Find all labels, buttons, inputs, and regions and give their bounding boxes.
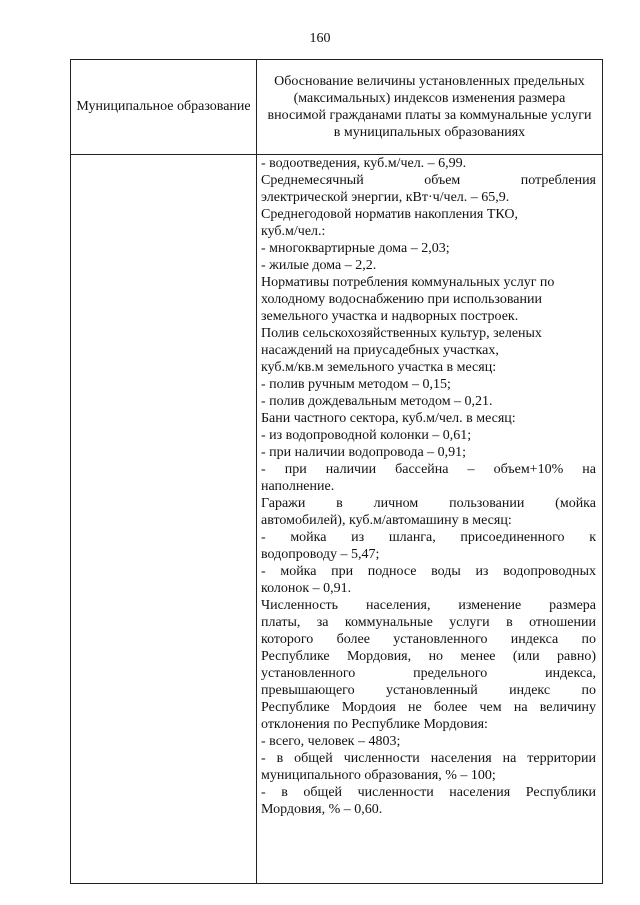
text-line: Нормативы потребления коммунальных услуг по	[261, 275, 555, 290]
text-line: насаждений на приусадебных участках,	[261, 343, 499, 358]
text-line: водопроводу – 5,47;	[261, 547, 380, 562]
text-line: земельного участка и надворных построек.	[261, 309, 519, 324]
text-line: - в общей численности населения Республики	[261, 785, 596, 800]
text-line: - многоквартирные дома – 2,03;	[261, 241, 450, 256]
text-line: - полив ручным методом – 0,15;	[261, 377, 451, 392]
text-line: Бани частного сектора, куб.м/чел. в месяц:	[261, 411, 516, 426]
text-line: Гаражи в личном пользовании (мойка	[261, 496, 596, 511]
text-line: Республике Мордовия, но менее (или равно)	[261, 649, 596, 664]
text-line: - при наличии бассейна – объем+10% на	[261, 462, 596, 477]
text-line: - в общей численности населения на территории	[261, 751, 596, 766]
header-justification: Обоснование величины установленных предельных (максимальных) индексов изменения размера вносимой гражданами платы за коммунальные услуги в муниципальных образованиях	[257, 60, 603, 155]
table-body-row	[71, 155, 603, 884]
text-line: Республике Мордоия не более чем на величину	[261, 700, 596, 715]
text-line: муниципального образования, % – 100;	[261, 768, 496, 783]
body-municipality-cell	[71, 155, 257, 884]
text-line: платы, за коммунальные услуги в отношении	[261, 615, 596, 630]
index-justification-table	[70, 59, 603, 884]
text-line: куб.м/кв.м земельного участка в месяц:	[261, 360, 497, 375]
text-line: наполнение.	[261, 479, 335, 494]
text-line: - водоотведения, куб.м/чел. – 6,99.	[261, 156, 467, 171]
text-line: - при наличии водопровода – 0,91;	[261, 445, 467, 460]
text-line: превышающего установленный индекс по	[261, 683, 596, 698]
page-number: 160	[309, 31, 331, 46]
text-line: Полив сельскохозяйственных культур, зеленых	[261, 326, 542, 341]
text-line: куб.м/чел.:	[261, 224, 326, 239]
table-header-row	[71, 60, 603, 155]
text-line: Среднегодовой норматив накопления ТКО,	[261, 207, 518, 222]
text-line: электрической энергии, кВт·ч/чел. – 65,9.	[261, 190, 510, 205]
text-line: Мордовия, % – 0,60.	[261, 802, 383, 817]
text-line: - всего, человек – 4803;	[261, 734, 401, 749]
text-line: - мойка из шланга, присоединенного к	[261, 530, 596, 545]
text-line: которого более установленного индекса по	[261, 632, 596, 647]
header-municipality: Муниципальное образование	[71, 60, 257, 155]
text-line: холодному водоснабжению при использовании	[261, 292, 542, 307]
text-line: Среднемесячный объем потребления	[261, 173, 596, 188]
text-line: - мойка при подносе воды из водопроводных	[261, 564, 596, 579]
text-line: автомобилей), куб.м/автомашину в месяц:	[261, 513, 512, 528]
text-line: установленного предельного индекса,	[261, 666, 596, 681]
text-line: отклонения по Республике Мордовия:	[261, 717, 488, 732]
text-line: - полив дождевальным методом – 0,21.	[261, 394, 493, 409]
text-line: Численность населения, изменение размера	[261, 598, 596, 613]
text-line: колонок – 0,91.	[261, 581, 352, 596]
body-justification-cell	[257, 155, 603, 884]
text-line: - из водопроводной колонки – 0,61;	[261, 428, 472, 443]
text-line: - жилые дома – 2,2.	[261, 258, 377, 273]
